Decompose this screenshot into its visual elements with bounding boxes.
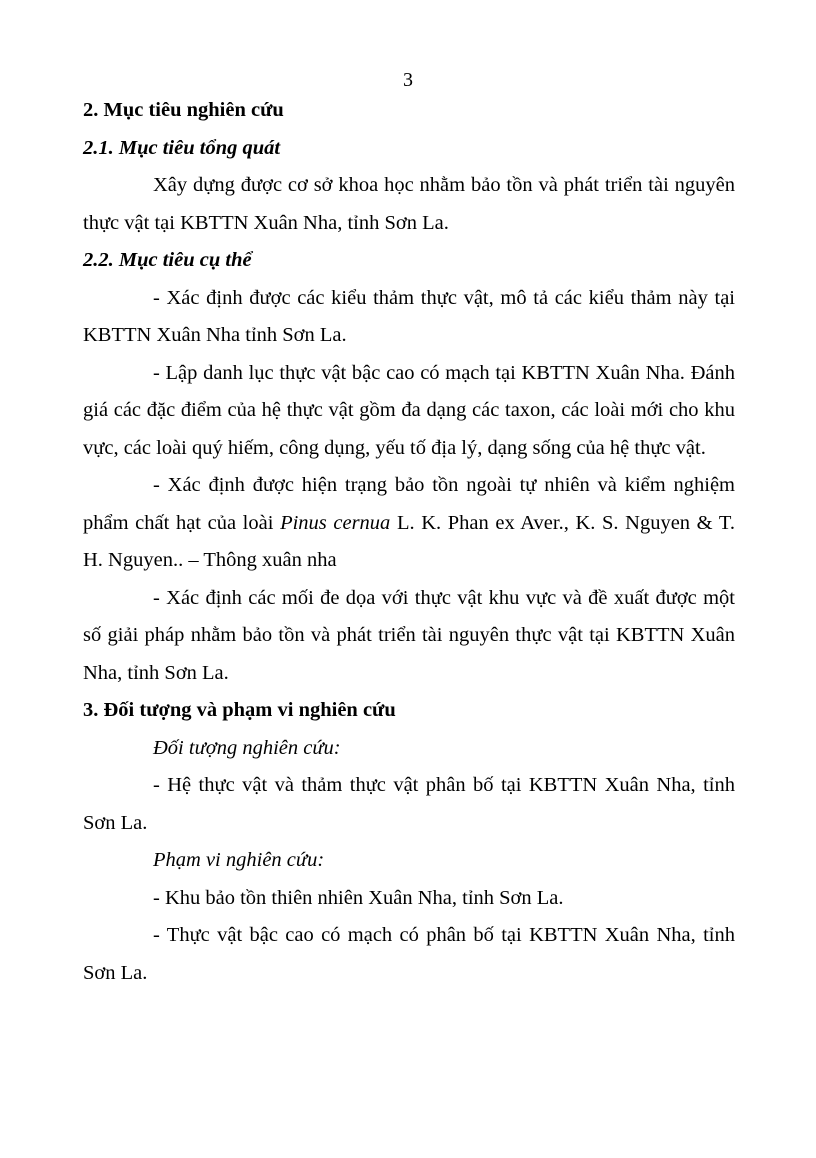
objective-item-vegetation: - Xác định được các kiểu thảm thực vật, mô tả các kiểu thảm này tại KBTTN Xuân Nha tỉnh Sơn La. bbox=[83, 286, 735, 346]
objective-item-pinus-conservation bbox=[83, 467, 735, 580]
section-2-1-heading: 2.1. Mục tiêu tổng quát bbox=[83, 136, 281, 159]
research-object-label: Đối tượng nghiên cứu: bbox=[153, 736, 341, 759]
page-number: 3 bbox=[403, 69, 413, 91]
objective-item-threats: - Xác định các mối đe dọa với thực vật khu vực và đề xuất được một số giải pháp nhằm bảo tồn và phát triển tài nguyên thực vật tại KBTTN Xuân Nha, tỉnh Sơn La. bbox=[83, 586, 735, 684]
objective-item-flora-list: - Lập danh lục thực vật bậc cao có mạch tại KBTTN Xuân Nha. Đánh giá các đặc điểm của hệ thực vật gồm đa dạng các taxon, các loài mới cho khu vực, các loài quý hiếm, công dụng, yếu tố địa lý, dạng sống của hệ thực vật. bbox=[83, 361, 735, 459]
research-scope-item-plants: - Thực vật bậc cao có mạch có phân bố tại KBTTN Xuân Nha, tỉnh Sơn La. bbox=[83, 924, 735, 984]
page-content bbox=[83, 92, 735, 992]
section-2-1-paragraph: Xây dựng được cơ sở khoa học nhằm bảo tồn và phát triển tài nguyên thực vật tại KBTTN Xuân Nha, tỉnh Sơn La. bbox=[83, 174, 735, 234]
research-object-item: - Hệ thực vật và thảm thực vật phân bố tại KBTTN Xuân Nha, tỉnh Sơn La. bbox=[83, 774, 735, 834]
species-name: Pinus cernua bbox=[280, 511, 391, 534]
research-scope-item-area: - Khu bảo tồn thiên nhiên Xuân Nha, tỉnh Sơn La. bbox=[153, 886, 564, 909]
objective-item-pinus-text-pre: - Xác định được hiện trạng bảo tồn ngoài tự nhiên và kiểm nghiệm phẩm chất hạt của loài bbox=[83, 474, 735, 534]
section-2-heading: 2. Mục tiêu nghiên cứu bbox=[83, 99, 284, 121]
section-2-2-heading: 2.2. Mục tiêu cụ thể bbox=[83, 249, 252, 271]
research-scope-label: Phạm vi nghiên cứu: bbox=[153, 849, 325, 871]
section-3-heading: 3. Đối tượng và phạm vi nghiên cứu bbox=[83, 699, 396, 721]
objective-item-pinus-text-post: L. K. Phan ex Aver., K. S. Nguyen & T. H. Nguyen.. – Thông xuân nha bbox=[83, 511, 736, 571]
